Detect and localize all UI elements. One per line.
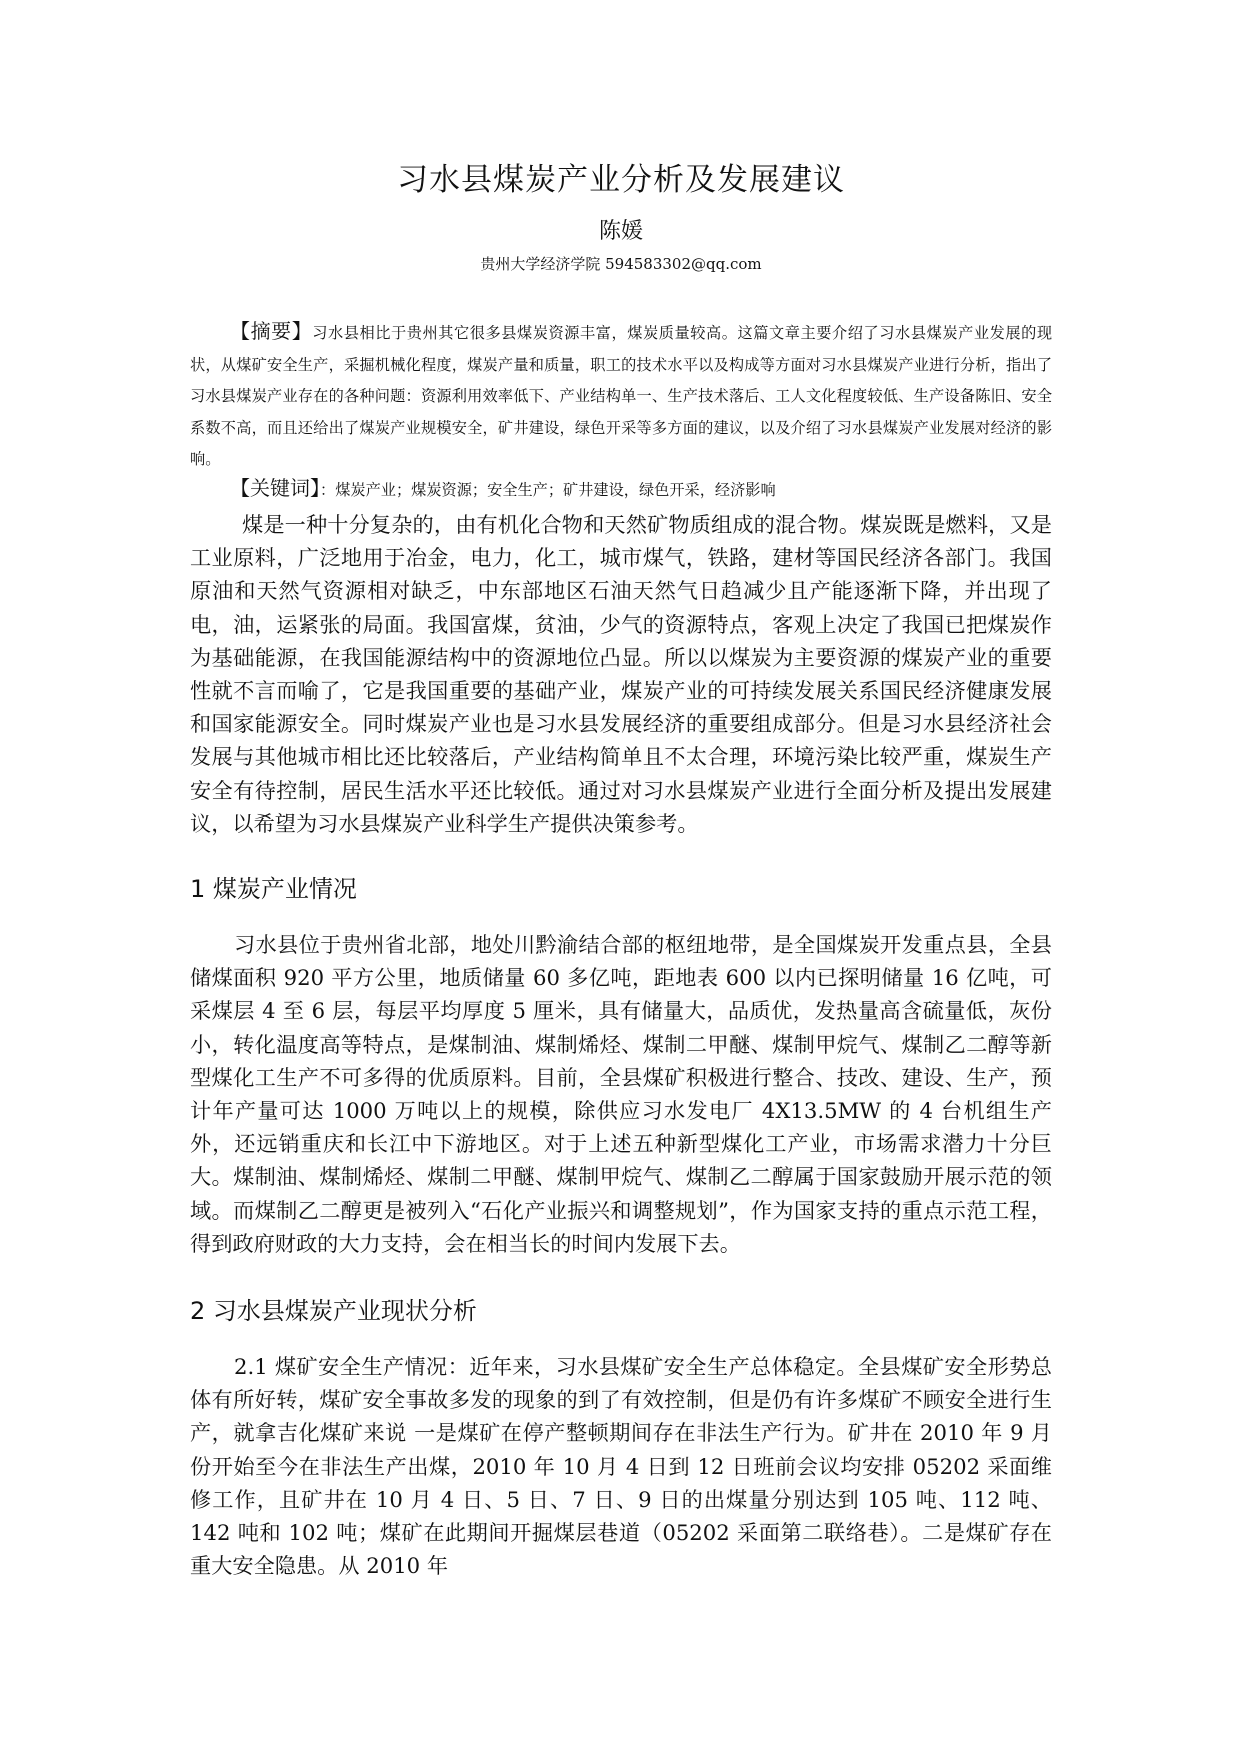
keywords-label: 【关键词】	[230, 476, 320, 500]
section-1-paragraph: 习水县位于贵州省北部，地处川黔渝结合部的枢纽地带，是全国煤炭开发重点县，全县储煤面积 920 平方公里，地质储量 60 多亿吨，距地表 600 以内已探明储量 16 亿吨，可采煤层 4 至 6 层，每层平均厚度 5 厘米，具有储量大，品质优，发热量高含硫量低，灰份小，转化温度高等特点，是煤制油、煤制烯烃、煤制二甲醚、煤制甲烷气、煤制乙二醇等新型煤化工生产不可多得的优质原料。目前，全县煤矿积极进行整合、技改、建设、生产，预计年产量可达 1000 万吨以上的规模，除供应习水发电厂 4X13.5MW 的 4 台机组生产外，还远销重庆和长江中下游地区。对于上述五种新型煤化工产业，市场需求潜力十分巨大。煤制油、煤制烯烃、煤制二甲醚、煤制甲烷气、煤制乙二醇属于国家鼓励开展示范的领域。而煤制乙二醇更是被列入“石化产业振兴和调整规划”，作为国家支持的重点示范工程，得到政府财政的大力支持，会在相当长的时间内发展下去。	[190, 932, 1052, 1256]
section-2-paragraph: 2.1 煤矿安全生产情况：近年来，习水县煤矿安全生产总体稳定。全县煤矿安全形势总体有所好转，煤矿安全事故多发的现象的到了有效控制，但是仍有许多煤矿不顾安全进行生产，就拿吉化煤矿来说 一是煤矿在停产整顿期间存在非法生产行为。矿井在 2010 年 9 月份开始至今在非法生产出煤，2010 年 10 月 4 日到 12 日班前会议均安排 05202 采面维修工作，且矿井在 10 月 4 日、5 日、7 日、9 日的出煤量分别达到 105 吨、112 吨、142 吨和 102 吨；煤矿在此期间开掘煤层巷道（05202 采面第二联络巷）。二是煤矿存在重大安全隐患。从 2010 年	[190, 1354, 1052, 1579]
abstract	[190, 316, 1052, 476]
author-affiliation: 贵州大学经济学院 594583302@qq.com	[480, 255, 762, 273]
section-2-heading: 2 习水县煤炭产业现状分析	[190, 1297, 477, 1325]
intro-paragraph: 煤是一种十分复杂的，由有机化合物和天然矿物质组成的混合物。煤炭既是燃料，又是工业原料，广泛地用于冶金，电力，化工，城市煤气，铁路，建材等国民经济各部门。我国原油和天然气资源相对缺乏，中东部地区石油天然气日趋减少且产能逐渐下降，并出现了电，油，运紧张的局面。我国富煤，贫油，少气的资源特点，客观上决定了我国已把煤炭作为基础能源，在我国能源结构中的资源地位凸显。所以以煤炭为主要资源的煤炭产业的重要性就不言而喻了，它是我国重要的基础产业，煤炭产业的可持续发展关系国民经济健康发展和国家能源安全。同时煤炭产业也是习水县发展经济的重要组成部分。但是习水县经济社会发展与其他城市相比还比较落后，产业结构简单且不太合理，环境污染比较严重，煤炭生产安全有待控制，居民生活水平还比较低。通过对习水县煤炭产业进行全面分析及提出发展建议，以希望为习水县煤炭产业科学生产提供决策参考。	[190, 512, 1052, 836]
abstract-text: 习水县相比于贵州其它很多县煤炭资源丰富，煤炭质量较高。这篇文章主要介绍了习水县煤炭产业发展的现状，从煤矿安全生产，采掘机械化程度，煤炭产量和质量，职工的技术水平以及构成等方面对习水县煤炭产业进行分析，指出了习水县煤炭产业存在的各种问题：资源利用效率低下、产业结构单一、生产技术落后、工人文化程度较低、生产设备陈旧、安全系数不高，而且还给出了煤炭产业规模安全，矿井建设，绿色开采等多方面的建议，以及介绍了习水县煤炭产业发展对经济的影响。	[190, 324, 1053, 468]
abstract-label: 【摘要】	[230, 319, 313, 343]
keywords	[190, 473, 1052, 506]
keywords-text: ：煤炭产业；煤炭资源；安全生产；矿井建设，绿色开采，经济影响	[320, 481, 776, 499]
paper-title: 习水县煤炭产业分析及发展建议	[397, 162, 845, 198]
section-1-heading: 1 煤炭产业情况	[190, 875, 357, 903]
author-name: 陈媛	[598, 219, 643, 244]
